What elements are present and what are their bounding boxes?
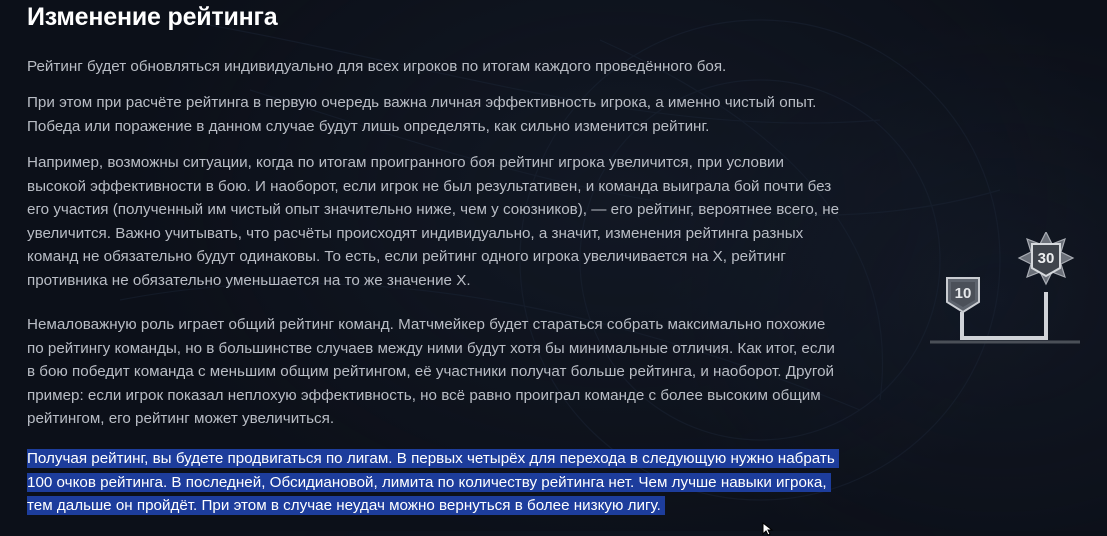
paragraph-line: Рейтинг будет обновляться индивидуально для всех игроков по итогам каждого проведённого боя.: [27, 58, 727, 75]
paragraph-rating-update: [27, 55, 726, 79]
paragraph-team-rating: [27, 313, 835, 431]
paragraph-leagues-selected[interactable]: [27, 447, 839, 518]
league-badge-high-icon: [1019, 232, 1073, 284]
selected-text-line[interactable]: 100 очков рейтинга. В последней, Обсидиановой, лимита по количеству рейтинга нет. Чем лучше навыки игрока,: [27, 473, 831, 492]
paragraph-line: пример: если игрок показал неплохую эффективность, но всё равно проиграл команде с более высоким общим: [27, 386, 821, 404]
league-badge-low-label: 10: [954, 285, 972, 302]
mouse-cursor-icon: [762, 522, 774, 536]
paragraph-examples: [27, 151, 839, 292]
paragraph-line: высокой эффективности в бою. И наоборот, если игрок не был результативен, и команда выиграла бой почти без: [27, 177, 832, 195]
league-badge-high-label: 30: [1037, 250, 1055, 267]
league-progress-graphic: [925, 232, 1085, 352]
page-title: Изменение рейтинга: [27, 3, 278, 31]
paragraph-line: по рейтингу команды, но в большинстве случаев между ними будут хотя бы минимальные отличия. Как итог, если: [27, 339, 835, 357]
paragraph-line: При этом при расчёте рейтинга в первую очередь важна личная эффективность игрока, а именно чистый опыт.: [27, 94, 817, 111]
paragraph-line: противника не обязательно уменьшается на то же значение X.: [27, 271, 471, 289]
paragraph-line: команд не обязательно будут одинаковы. То есть, если рейтинг одного игрока увеличивается на X, рейтинг: [27, 248, 786, 265]
paragraph-line: его участия (полученный им чистый опыт значительно ниже, чем у союзников), — его рейтинг, вероятнее всего, не: [27, 201, 840, 218]
paragraph-line: Например, возможны ситуации, когда по итогам проигранного боя рейтинг игрока увеличится, при условии: [27, 154, 784, 171]
selected-text-line[interactable]: Получая рейтинг, вы будете продвигаться по лигам. В первых четырёх для перехода в следующую нужно набрать: [27, 449, 839, 468]
paragraph-line: Победа или поражение в данном случае будут лишь определять, как сильно изменится рейтинг.: [27, 117, 710, 135]
paragraph-personal-efficiency: [27, 91, 816, 138]
selected-text-line[interactable]: тем дальше он пройдёт. При этом в случае неудач можно вернуться в более низкую лигу.: [27, 496, 665, 515]
paragraph-line: рейтингом, его рейтинг может увеличиться.: [27, 410, 335, 427]
paragraph-line: Немаловажную роль играет общий рейтинг команд. Матчмейкер будет стараться собрать максимально похожие: [27, 316, 826, 333]
league-badge-low-icon: [947, 278, 979, 312]
paragraph-line: увеличится. Важно учитывать, что расчёты происходят индивидуально, а значит, изменения рейтинга разных: [27, 224, 804, 242]
paragraph-line: в бою победит команда с меньшим общим рейтингом, её участники получат больше рейтинга, и наоборот. Другой: [27, 363, 835, 380]
